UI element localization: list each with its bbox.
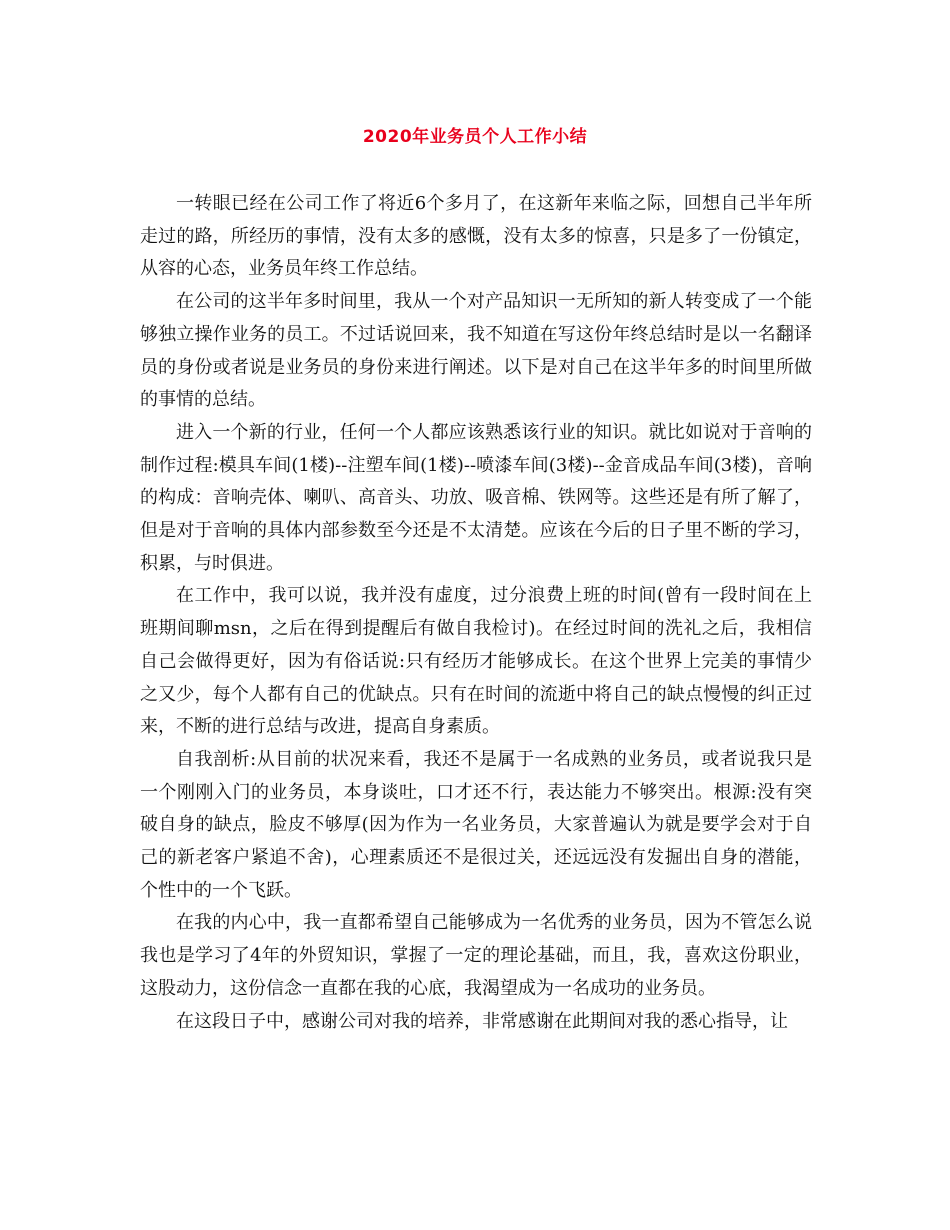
paragraph-3: 进入一个新的行业，任何一个人都应该熟悉该行业的知识。就比如说对于音响的制作过程:模具车间(1楼)--注塑车间(1楼)--喷漆车间(3楼)--金音成品车间(3楼)，音响的构成：音响壳体、喇叭、高音头、功放、吸音棉、铁网等。这些还是有所了解了，但是对于音响的具体内部参数至今还是不太清楚。应该在今后的日子里不断的学习，积累，与时俱进。 <box>140 421 812 574</box>
document-title: 2020年业务员个人工作小结 <box>362 127 588 147</box>
paragraph-2: 在公司的这半年多时间里，我从一个对产品知识一无所知的新人转变成了一个能够独立操作业务的员工。不过话说回来，我不知道在写这份年终总结时是以一名翻译员的身份或者说是业务员的身份来进行阐述。以下是对自己在这半年多的时间里所做的事情的总结。 <box>140 291 812 411</box>
paragraph-5: 自我剖析:从目前的状况来看，我还不是属于一名成熟的业务员，或者说我只是一个刚刚入门的业务员，本身谈吐，口才还不行，表达能力不够突出。根源:没有突破自身的缺点，脸皮不够厚(因为作为一名业务员，大家普遍认为就是要学会对于自己的新老客户紧追不舍)，心理素质还不是很过关，还远远没有发掘出自身的潜能，个性中的一个飞跃。 <box>140 748 812 901</box>
paragraph-4: 在工作中，我可以说，我并没有虚度，过分浪费上班的时间(曾有一段时间在上班期间聊msn，之后在得到提醒后有做自我检讨)。在经过时间的洗礼之后，我相信自己会做得更好，因为有俗话说:只有经历才能够成长。在这个世界上完美的事情少之又少，每个人都有自己的优缺点。只有在时间的流逝中将自己的缺点慢慢的纠正过来，不断的进行总结与改进，提高自身素质。 <box>140 585 812 738</box>
document-body <box>140 188 812 1038</box>
paragraph-1: 一转眼已经在公司工作了将近6个多月了，在这新年来临之际，回想自己半年所走过的路，所经历的事情，没有太多的感慨，没有太多的惊喜，只是多了一份镇定，从容的心态，业务员年终工作总结。 <box>140 193 812 280</box>
paragraph-6: 在我的内心中，我一直都希望自己能够成为一名优秀的业务员，因为不管怎么说我也是学习了4年的外贸知识，掌握了一定的理论基础，而且，我，喜欢这份职业，这股动力，这份信念一直都在我的心底，我渴望成为一名成功的业务员。 <box>140 912 812 999</box>
paragraph-7: 在这段日子中，感谢公司对我的培养，非常感谢在此期间对我的悉心指导，让 <box>176 1010 788 1032</box>
